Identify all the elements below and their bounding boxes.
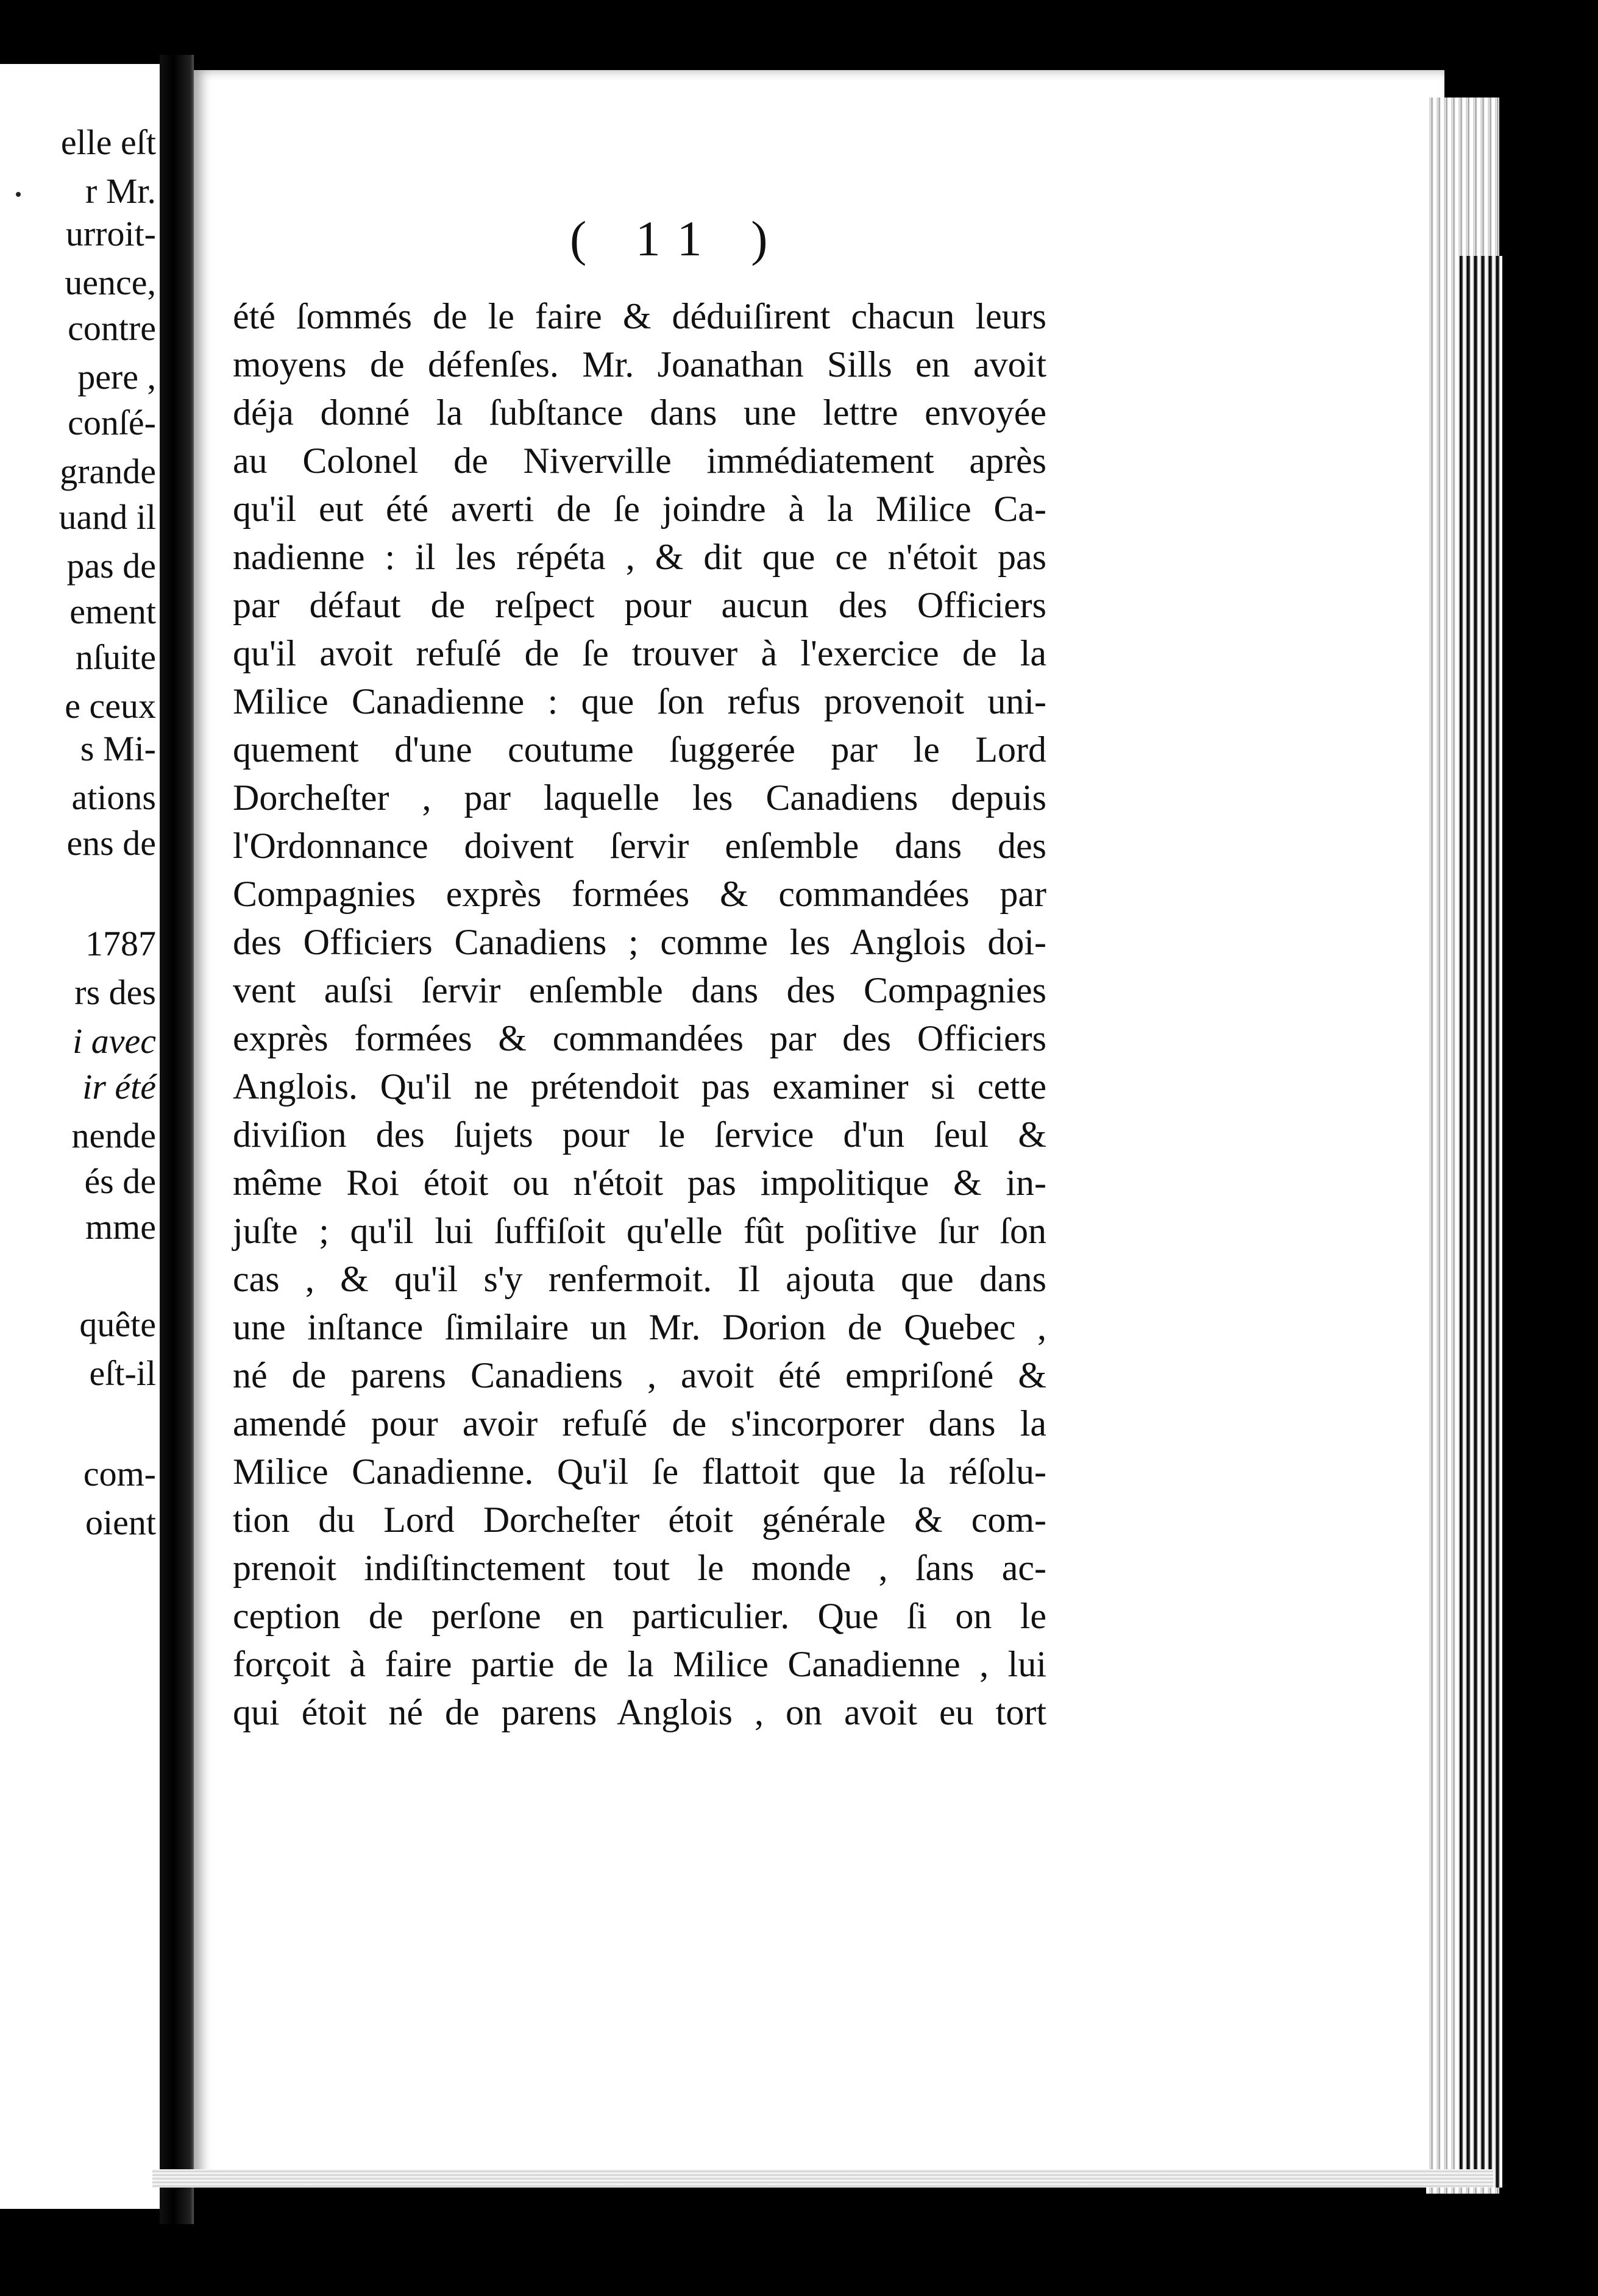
text-line: au Colonel de Niverville immédiatement après: [233, 441, 1046, 481]
text-line: Anglois. Qu'il ne prétendoit pas examiner si cette: [233, 1066, 1046, 1107]
facing-page-line: ir été: [82, 1067, 156, 1107]
facing-page-line: i avec: [73, 1021, 156, 1061]
facing-page-line: s Mi-: [80, 729, 156, 768]
text-line: Milice Canadienne. Qu'il ſe flattoit que la réſolu-: [233, 1451, 1046, 1492]
text-line: qui étoit né de parens Anglois , on avoit eu tort: [233, 1692, 1046, 1732]
facing-page-line: ement: [69, 592, 156, 631]
text-line: par défaut de reſpect pour aucun des Officiers: [233, 585, 1046, 625]
text-line: Dorcheſter , par laquelle les Canadiens depuis: [233, 778, 1046, 818]
facing-page-line: nſuite: [75, 637, 156, 677]
text-line: Milice Canadienne : que ſon refus provenoit uni-: [233, 681, 1046, 721]
facing-page-line: ens de: [66, 823, 156, 863]
facing-page-line: uand il: [59, 497, 156, 537]
facing-page-line: r Mr.: [85, 171, 156, 211]
text-line: forçoit à faire partie de la Milice Canadienne , lui: [233, 1644, 1046, 1684]
facing-page-line: conſé-: [68, 403, 156, 442]
text-line: né de parens Canadiens , avoit été empriſoné &: [233, 1355, 1046, 1395]
page-number: ( 11 ): [570, 211, 786, 266]
text-line: exprès formées & commandées par des Officiers: [233, 1018, 1046, 1058]
text-line: vent auſsi ſervir enſemble dans des Compagnies: [233, 970, 1046, 1010]
facing-page-line: contre: [68, 308, 156, 348]
text-line: moyens de défenſes. Mr. Joanathan Sills en avoit: [233, 344, 1046, 384]
body-text: [233, 292, 1046, 1737]
facing-page-line: ations: [71, 778, 156, 817]
text-line: juſte ; qu'il lui ſuffiſoit qu'elle fût poſitive ſur ſon: [233, 1211, 1046, 1251]
text-line: nadienne : il les répéta , & dit que ce n'étoit pas: [233, 537, 1046, 577]
facing-page-line: com-: [83, 1454, 156, 1493]
facing-page-line: 1787: [85, 924, 156, 963]
facing-page-line: uence,: [65, 263, 156, 302]
facing-page-line: mme: [85, 1207, 156, 1247]
book-gutter: [160, 55, 194, 2224]
text-line: été ſommés de le faire & déduiſirent chacun leurs: [233, 296, 1046, 336]
facing-page: [0, 64, 160, 2209]
facing-page-line: oient: [85, 1503, 156, 1542]
text-line: quement d'une coutume ſuggerée par le Lord: [233, 729, 1046, 770]
facing-page-line: elle eſt: [60, 122, 156, 162]
text-line: des Officiers Canadiens ; comme les Anglois doi-: [233, 922, 1046, 962]
text-line: l'Ordonnance doivent ſervir enſemble dans des: [233, 826, 1046, 866]
text-line: amendé pour avoir refuſé de s'incorporer dans la: [233, 1403, 1046, 1444]
text-line: tion du Lord Dorcheſter étoit générale & com-: [233, 1500, 1046, 1540]
text-line: une inſtance ſimilaire un Mr. Dorion de Quebec ,: [233, 1307, 1046, 1347]
bottom-page-edge: [152, 2169, 1493, 2188]
text-line: qu'il avoit refuſé de ſe trouver à l'exercice de la: [233, 633, 1046, 673]
text-line: prenoit indiſtinctement tout le monde , ſans ac-: [233, 1548, 1046, 1588]
text-line: cas , & qu'il s'y renfermoit. Il ajouta que dans: [233, 1259, 1046, 1299]
page-edges-dark: [1460, 256, 1502, 2188]
facing-page-line: quête: [79, 1305, 156, 1344]
text-line: qu'il eut été averti de ſe joindre à la Milice Ca-: [233, 489, 1046, 529]
facing-page-line: nende: [71, 1116, 156, 1155]
text-line: ception de perſone en particulier. Que ſi on le: [233, 1596, 1046, 1636]
facing-page-line: urroit-: [65, 214, 156, 253]
facing-page-line: eſt-il: [89, 1353, 156, 1393]
facing-page-line: grande: [60, 452, 156, 491]
ink-dot: [16, 192, 21, 197]
facing-page-line: pas de: [66, 546, 156, 586]
text-line: diviſion des ſujets pour le ſervice d'un ſeul &: [233, 1114, 1046, 1155]
facing-page-line: pere ,: [77, 357, 156, 397]
text-line: même Roi étoit ou n'étoit pas impolitique & in-: [233, 1163, 1046, 1203]
text-line: Compagnies exprès formées & commandées par: [233, 874, 1046, 914]
text-line: déja donné la ſubſtance dans une lettre envoyée: [233, 392, 1046, 433]
facing-page-line: e ceux: [65, 686, 156, 726]
facing-page-line: rs des: [74, 973, 156, 1012]
facing-page-line: és de: [84, 1161, 156, 1201]
